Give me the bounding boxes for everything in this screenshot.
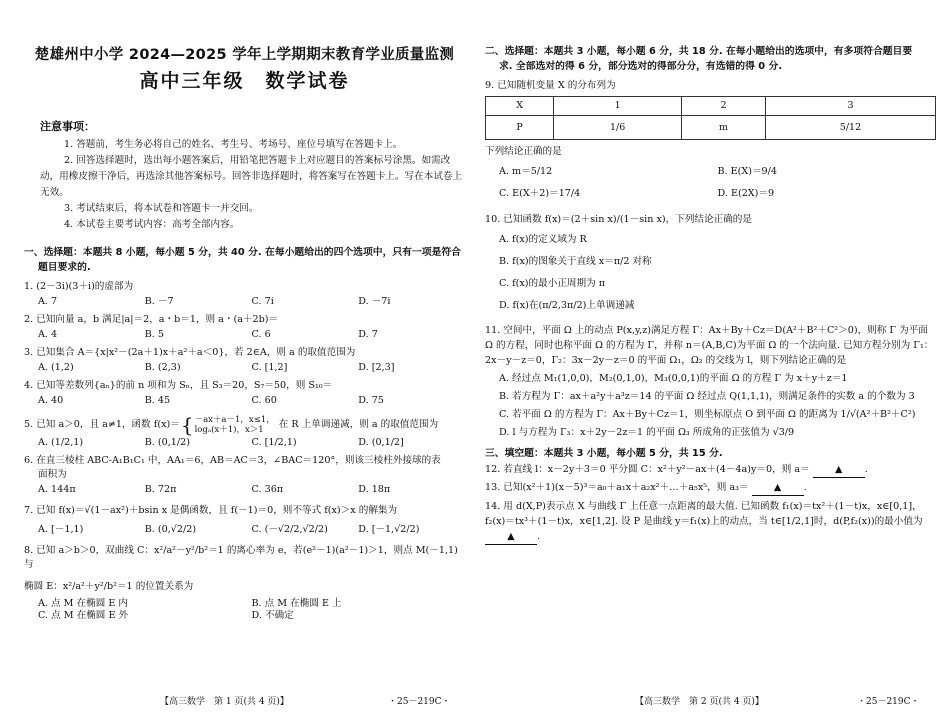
option: D. E(2X)＝9 [717, 188, 775, 199]
option: B. E(X)＝9/4 [717, 166, 778, 177]
question-8: 8. 已知 a＞b＞0，双曲线 C：x²/a²－y²/b²＝1 的离心率为 e，若(e²－1)(a²－1)＞1，则点 M(－1,1)与 椭圆 E：x²/a²＋y²/b²＝1 的位置关系为 [24, 544, 458, 592]
table-cell: 1 [554, 97, 682, 116]
question-1-options [24, 296, 465, 308]
notice-item-2: 2. 回答选择题时，选出每小题答案后，用铅笔把答题卡上对应题目的答案标号涂黑。如需改动，用橡皮擦干净后，再选涂其他答案标号。回答非选择题时，将答案写在答题卡上。写在本试卷上无效。 [40, 154, 463, 198]
section1-title: 一、选择题：本题共 8 小题，每小题 5 分，共 40 分. 在每小题给出的四个选项中，只有一项是符合 题目要求的. [24, 246, 461, 273]
question-5: 5. 已知 a＞0，且 a≠1，函数 f(x)＝ { －ax＋a－1，x≤1， logₐ(x＋1)，x＞1 在 R 上单调递减，则 a 的取值范围为 [24, 412, 439, 437]
option: A. 144π [38, 483, 76, 495]
option: B. 72π [144, 483, 177, 495]
notice-title: 注意事项： [40, 119, 95, 133]
option: B. 若方程为 Γ：ax＋a²y＋a³z＝14 的平面 Ω 经过点 Q(1,1,1)，则满足条件的实数 a 的个数为 3 [499, 391, 915, 402]
piecewise-case-2: logₐ(x＋1)，x＞1 [194, 424, 264, 435]
option: D. f(x)在(π/2,3π/2)上单调递减 [499, 300, 635, 311]
table-cell: m [682, 116, 766, 140]
question-14: 14. 用 d(X,P)表示点 X 与曲线 Γ 上任意一点距离的最大值. 已知函数 f₁(x)＝tx²＋(1－t)x，x∈[0,1]，f₂(x)＝tx³＋(1－t)x，x∈[1,2]. 设 P 是曲线 y＝f₁(x)上的动点，当 t∈[1/2,1]时，d(P,f₂(x))的最小值为 ▲ . [485, 499, 936, 545]
table-cell: 1/6 [554, 116, 682, 140]
table-row [486, 97, 936, 116]
page-2-footer: 【高三数学 第 2 页(共 4 页)】 [635, 696, 764, 707]
option: C. f(x)的最小正周期为 π [499, 278, 606, 289]
option: C. 7i [251, 295, 274, 307]
option: A. 经过点 M₁(1,0,0)，M₂(0,1,0)，M₃(0,0,1)的平面 Ω 的方程 Γ 为 x＋y＋z＝1 [499, 373, 848, 384]
option: D. l 与方程为 Γ₃：x＋2y－2z＝1 的平面 Ω₃ 所成角的正弦值为 √3/9 [499, 427, 795, 438]
option: B. 5 [144, 328, 165, 340]
option: D. －7i [358, 295, 391, 307]
question-12: 12. 若直线 l：x－2y＋3＝0 平分圆 C：x²＋y²－ax＋(4－4a)y＝0，则 a＝ ▲ . [485, 463, 936, 478]
option: A. [－1,1) [38, 523, 84, 535]
question-3-options [24, 362, 465, 374]
answer-blank: ▲ [485, 529, 537, 545]
question-2: 2. 已知向量 a，b 满足|a|＝2，a・b＝1，则 a・(a＋2b)＝ [24, 313, 279, 325]
section2-title: 二、选择题：本题共 3 小题，每小题 6 分，共 18 分. 在每小题给出的选项中，有多项符合题目要 求. 全部选对的得 6 分，部分选对的得部分分，有选错的得 0 分. [485, 46, 913, 72]
question-3: 3. 已知集合 A＝{x|x²－(2a＋1)x＋a²＋a＜0}，若 2∈A，则 a 的取值范围为 [24, 346, 356, 358]
question-9-prompt: 下列结论正确的是 [485, 146, 562, 157]
option: D. [2,3] [358, 361, 395, 373]
option: B. 45 [144, 394, 171, 406]
option: D. 75 [358, 394, 384, 406]
option: A. 点 M 在椭圆 E 内 [38, 597, 129, 609]
option: A. 7 [38, 295, 58, 307]
option: C. 60 [251, 394, 277, 406]
question-11: 11. 空间中，平面 Ω 上的动点 P(x,y,z)满足方程 Γ：Ax＋By＋Cz＝D(A²＋B²＋C²＞0)，则称 Γ 为平面 Ω 的方程，同时也称平面 Ω 的方程为 Γ，并称 n＝(A,B,C)为平面 Ω 的一个法向量. 已知方程分别为 Γ₁：2x－y－z＝0，Γ₂：3x－2y－z＝0 的平面 Ω₁，Ω₂ 的交线为 l，则下列结论正确的是 [485, 325, 934, 366]
option: C. 6 [251, 328, 271, 340]
question-10-options [485, 229, 936, 317]
option: B. (2,3) [144, 361, 181, 373]
question-10: 10. 已知函数 f(x)＝(2＋sin x)/(1－sin x)，下列结论正确的是 [485, 214, 752, 225]
option: C. 点 M 在椭圆 E 外 [38, 609, 129, 621]
table-cell: 5/12 [765, 116, 935, 140]
option: D. 不确定 [251, 609, 294, 621]
option: A. 40 [38, 394, 64, 406]
option: B. 点 M 在椭圆 E 上 [251, 597, 342, 609]
option: C. [1/2,1) [251, 436, 297, 448]
option: C. E(X＋2)＝17/4 [499, 188, 581, 199]
question-13: 13. 已知(x²＋1)(x－5)³＝a₀＋a₁x＋a₂x²＋…＋a₅x⁵，则 a₃＝ ▲ . [485, 481, 936, 496]
option: A. 4 [38, 328, 58, 340]
question-11-options [485, 371, 936, 440]
option: B. －7 [144, 295, 174, 307]
option: D. (0,1/2] [358, 436, 404, 448]
notice-item-4: 4. 本试卷主要考试内容：高考全部内容。 [64, 218, 240, 230]
option: B. (0,√2/2) [144, 523, 197, 535]
question-4-options [24, 395, 465, 407]
page-1-footer: 【高三数学 第 1 页(共 4 页)】 [160, 696, 289, 707]
option: C. 若平面 Ω 的方程为 Γ：Ax＋By＋Cz＝1，则坐标原点 O 到平面 Ω 的距离为 1/√(A²＋B²＋C²) [499, 409, 916, 420]
question-7: 7. 已知 f(x)＝√(1－ax²)＋bsin x 是偶函数，且 f(－1)＝0，则不等式 f(x)＞x 的解集为 [24, 504, 398, 516]
option: A. m＝5/12 [499, 166, 553, 177]
question-2-options [24, 329, 465, 341]
notice-item-1: 1. 答题前，考生务必将自己的姓名、考生号、考场号、座位号填写在答题卡上。 [64, 138, 403, 150]
option: A. (1,2) [38, 361, 74, 373]
option: D. [－1,√2/2) [358, 523, 420, 535]
page-2-code: ・25－219C・ [857, 696, 920, 707]
option: C. [1,2] [251, 361, 288, 373]
question-4: 4. 已知等差数列{aₙ}的前 n 项和为 Sₙ，且 S₃＝20，S₇＝50，则 S₁₀＝ [24, 379, 333, 391]
notice-item-3: 3. 考试结束后，将本试卷和答题卡一并交回。 [64, 202, 259, 214]
option: B. (0,1/2) [144, 436, 190, 448]
exam-title-line2: 高中三年级 数学试卷 [139, 70, 350, 93]
option: C. (－√2/2,√2/2) [251, 523, 328, 535]
answer-blank: ▲ [813, 463, 865, 478]
question-1: 1. (2－3i)(3＋i)的虚部为 [24, 280, 134, 292]
option: C. 36π [251, 483, 284, 495]
question-9-options [485, 161, 936, 205]
question-9: 9. 已知随机变量 X 的分布列为 [485, 80, 616, 91]
table-cell: 3 [765, 97, 935, 116]
page-2 [475, 0, 950, 722]
distribution-table [485, 96, 936, 140]
section3-title: 三、填空题：本题共 3 小题，每小题 5 分，共 15 分. [485, 448, 723, 459]
question-6-options [24, 484, 465, 496]
option: A. f(x)的定义域为 R [499, 234, 587, 245]
page-1-code: ・25－219C・ [388, 696, 451, 707]
exam-title-line1: 楚雄州中小学 2024—2025 学年上学期期末教育学业质量监测 [34, 47, 455, 63]
table-cell: 2 [682, 97, 766, 116]
answer-blank: ▲ [752, 481, 804, 496]
question-5-options [24, 437, 465, 449]
option: D. 7 [358, 328, 378, 340]
option: A. (1/2,1) [38, 436, 84, 448]
option: B. f(x)的图象关于直线 x＝π/2 对称 [499, 256, 652, 267]
table-cell: P [486, 116, 554, 140]
piecewise-case-1: －ax＋a－1，x≤1， [194, 414, 275, 425]
question-8-options [24, 598, 465, 622]
question-7-options [24, 524, 465, 536]
question-6: 6. 在直三棱柱 ABC-A₁B₁C₁ 中，AA₁＝6，AB＝AC＝3，∠BAC＝120°，则该三棱柱外接球的表 面积为 [24, 454, 441, 480]
table-row [486, 116, 936, 140]
option: D. 18π [358, 483, 391, 495]
table-cell: X [486, 97, 554, 116]
